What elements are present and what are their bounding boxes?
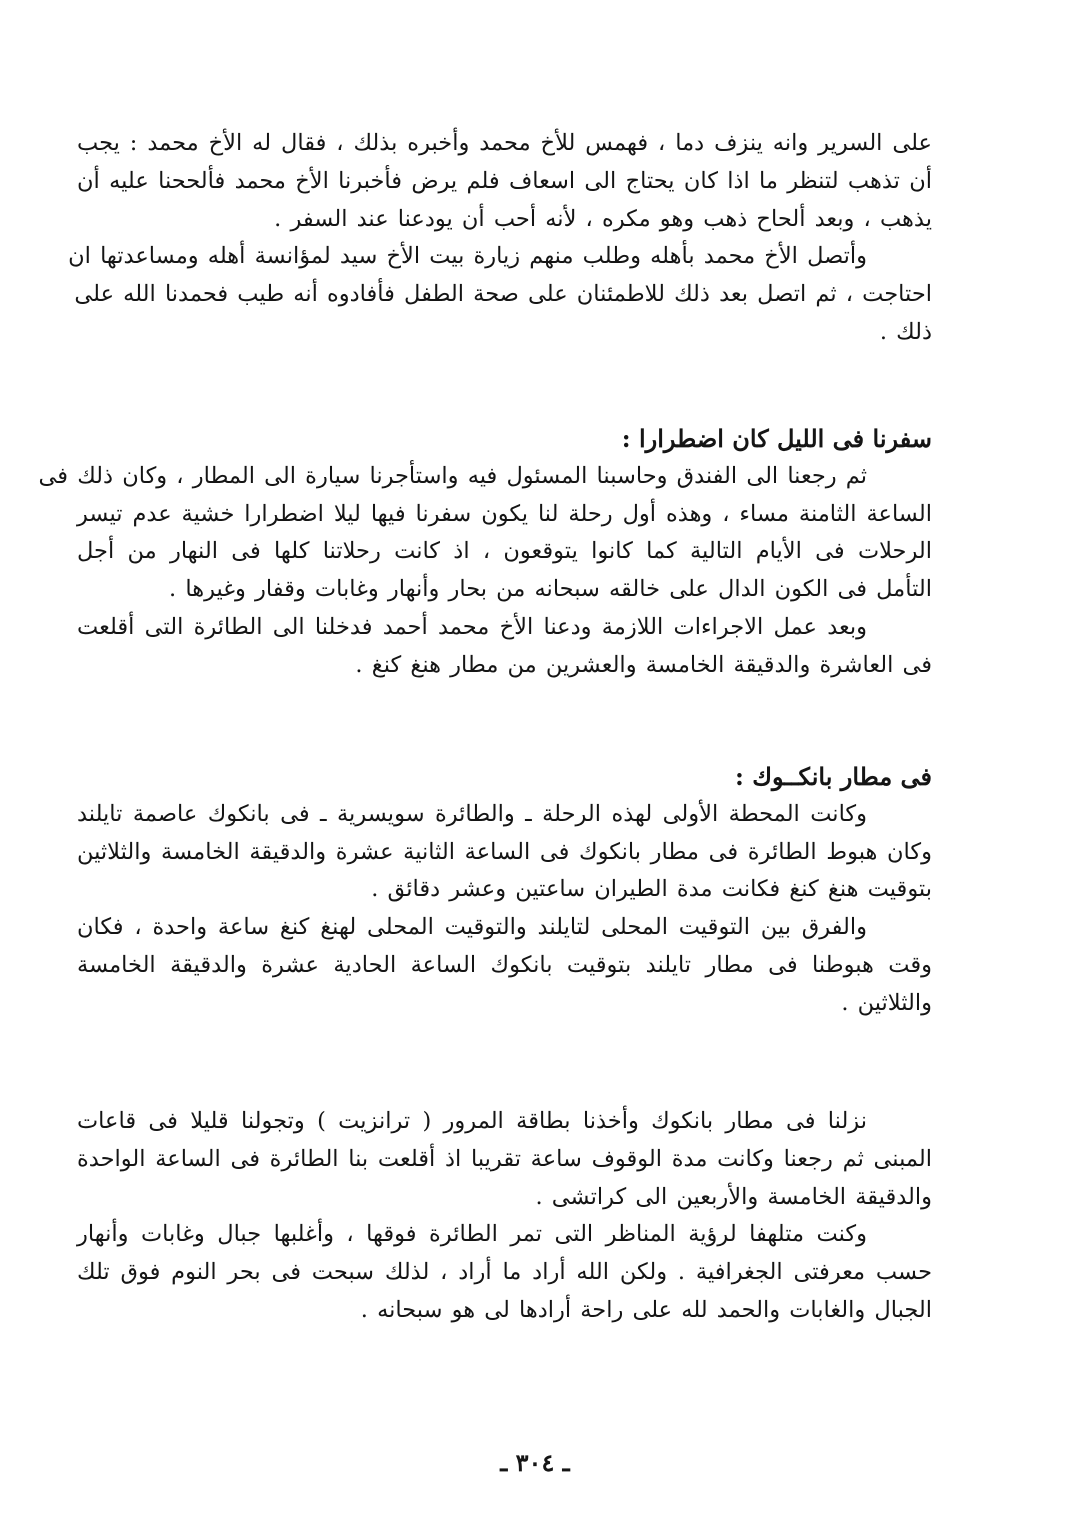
- text-line: فى العاشرة والدقيقة الخامسة والعشرين من مطار هنغ كنغ .: [355, 651, 932, 678]
- bangkok-section: [77, 758, 932, 1023]
- text-line: الرحلات فى الأيام التالية كما كانوا يتوقعون ، اذ كانت رحلاتنا كلها فى النهار من أجل: [77, 538, 932, 565]
- page-number: ـ ٣٠٤ ـ: [500, 1448, 570, 1477]
- paragraph: [38, 458, 932, 609]
- paragraph: [77, 1216, 932, 1329]
- text-line: والدقيقة الخامسة والأربعين الى كراتشى .: [535, 1183, 932, 1210]
- text-line: ثم رجعنا الى الفندق وحاسبنا المسئول فيه واستأجرنا سيارة الى المطار ، وكان ذلك فى: [38, 462, 867, 489]
- text-line: بتوقيت هنغ كنغ فكانت مدة الطيران ساعتين وعشر دقائق .: [371, 876, 932, 903]
- text-line: وبعد عمل الاجراءات اللازمة ودعنا الأخ محمد أحمد فدخلنا الى الطائرة التى أقلعت: [77, 613, 867, 640]
- transit-section: [77, 1103, 932, 1330]
- text-line: احتاجت ، ثم اتصل بعد ذلك للاطمئنان على صحة الطفل فأفادوه أنه طيب فحمدنا الله على: [74, 281, 932, 308]
- text-line: الساعة الثامنة مساء ، وهذه أول رحلة لنا يكون سفرنا فيها ليلا اضطرارا خشية عدم تيسر: [77, 500, 932, 527]
- night-travel-section: [38, 420, 932, 685]
- section-heading: فى مطار بانكــوك :: [734, 762, 932, 791]
- text-line: وأتصل الأخ محمد بأهله وطلب منهم زيارة بيت الأخ سيد لمؤانسة أهله ومساعدتها ان: [68, 243, 867, 270]
- text-line: ذلك .: [879, 318, 932, 345]
- intro-section: [68, 125, 932, 352]
- paragraph: [68, 238, 932, 351]
- text-line: على السرير وانه ينزف دما ، فهمس للأخ محمد وأخبره بذلك ، فقال له الأخ محمد : يجب: [77, 130, 932, 156]
- text-line: وقت هبوطنا فى مطار تايلند بتوقيت بانكوك الساعة الحادية عشرة والدقيقة الخامسة: [77, 951, 932, 978]
- paragraph: [77, 609, 932, 685]
- paragraph: [77, 1103, 932, 1216]
- text-line: وكان هبوط الطائرة فى مطار بانكوك فى الساعة الثانية عشرة والدقيقة الخامسة والثلاثين: [77, 838, 932, 865]
- text-line: التأمل فى الكون الدال على خالقه سبحانه من بحار وأنهار وغابات وقفار وغيرها .: [169, 576, 932, 603]
- text-line: حسب معرفتى الجغرافية . ولكن الله أراد ما أراد ، لذلك سبحت فى بحر النوم فوق تلك: [77, 1259, 932, 1286]
- text-line: والفرق بين التوقيت المحلى لتايلند والتوقيت المحلى لهنغ كنغ ساعة واحدة ، فكان: [77, 914, 867, 941]
- text-line: أن تذهب لتنظر ما اذا كان يحتاج الى اسعاف فلم يرض فأخبرنا الأخ محمد فألححنا عليه أن: [77, 167, 932, 194]
- text-line: المبنى ثم رجعنا وكانت مدة الوقوف ساعة تقريبا اذ أقلعت بنا الطائرة فى الساعة الواحدة: [77, 1145, 932, 1172]
- text-line: وكانت المحطة الأولى لهذه الرحلة ـ والطائرة سويسرية ـ فى بانكوك عاصمة تايلند: [77, 800, 867, 827]
- text-line: والثلاثين .: [841, 989, 932, 1016]
- text-line: يذهب ، وبعد ألحاح ذهب وهو مكره ، لأنه أحب أن يودعنا عند السفر .: [274, 205, 932, 232]
- section-heading: سفرنا فى الليل كان اضطرارا :: [621, 424, 932, 453]
- paragraph: [77, 909, 932, 1022]
- text-line: وكنت متلهفا لرؤية المناظر التى تمر الطائرة فوقها ، وأغلبها جبال وغابات وأنهار: [77, 1221, 867, 1248]
- text-line: الجبال والغابات والحمد لله على راحة أرادها لى هو سبحانه .: [360, 1296, 932, 1323]
- paragraph: [77, 796, 932, 909]
- paragraph: [77, 125, 932, 238]
- text-line: نزلنا فى مطار بانكوك وأخذنا بطاقة المرور ( ترانزيت ) وتجولنا قليلا فى قاعات: [77, 1108, 867, 1134]
